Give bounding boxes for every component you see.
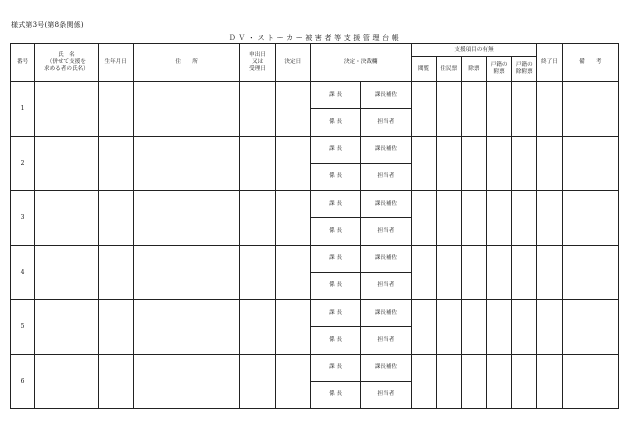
resident-record-cell[interactable] bbox=[436, 136, 461, 191]
remarks-cell[interactable] bbox=[562, 191, 618, 246]
assistant-chief-stamp-cell[interactable]: 課長補佐 bbox=[361, 136, 411, 163]
family-register-removed-attachment-cell[interactable] bbox=[512, 82, 537, 137]
staff-stamp-cell[interactable]: 担当者 bbox=[361, 272, 411, 299]
family-register-attachment-cell[interactable] bbox=[487, 354, 512, 409]
family-register-removed-attachment-cell[interactable] bbox=[512, 354, 537, 409]
end-date-cell[interactable] bbox=[537, 136, 562, 191]
name-cell[interactable] bbox=[35, 136, 98, 191]
decision-date-cell[interactable] bbox=[275, 82, 310, 137]
name-cell[interactable] bbox=[35, 191, 98, 246]
birthdate-cell[interactable] bbox=[98, 136, 133, 191]
viewing-cell[interactable] bbox=[411, 354, 436, 409]
header-support-items: 支援項目の有無 bbox=[411, 44, 537, 57]
section-chief-stamp-cell[interactable]: 課 長 bbox=[310, 354, 360, 381]
application-date-cell[interactable] bbox=[240, 354, 275, 409]
viewing-cell[interactable] bbox=[411, 245, 436, 300]
birthdate-cell[interactable] bbox=[98, 191, 133, 246]
birthdate-cell[interactable] bbox=[98, 354, 133, 409]
subsection-chief-stamp-cell[interactable]: 係 長 bbox=[310, 218, 360, 245]
removal-cell[interactable] bbox=[461, 191, 486, 246]
family-register-attachment-cell[interactable] bbox=[487, 136, 512, 191]
address-cell[interactable] bbox=[133, 82, 240, 137]
assistant-chief-stamp-cell[interactable]: 課長補佐 bbox=[361, 300, 411, 327]
address-cell[interactable] bbox=[133, 136, 240, 191]
family-register-attachment-cell[interactable] bbox=[487, 245, 512, 300]
address-cell[interactable] bbox=[133, 300, 240, 355]
staff-stamp-cell[interactable]: 担当者 bbox=[361, 327, 411, 354]
ledger-row bbox=[11, 300, 619, 327]
staff-stamp-cell[interactable]: 担当者 bbox=[361, 218, 411, 245]
remarks-cell[interactable] bbox=[562, 82, 618, 137]
resident-record-cell[interactable] bbox=[436, 354, 461, 409]
header-address: 住 所 bbox=[133, 44, 240, 82]
address-cell[interactable] bbox=[133, 191, 240, 246]
end-date-cell[interactable] bbox=[537, 245, 562, 300]
ledger-row bbox=[11, 354, 619, 381]
family-register-attachment-cell[interactable] bbox=[487, 300, 512, 355]
removal-cell[interactable] bbox=[461, 136, 486, 191]
name-cell[interactable] bbox=[35, 354, 98, 409]
address-cell[interactable] bbox=[133, 354, 240, 409]
header-removal: 除票 bbox=[461, 57, 486, 82]
assistant-chief-stamp-cell[interactable]: 課長補佐 bbox=[361, 354, 411, 381]
application-date-cell[interactable] bbox=[240, 300, 275, 355]
birthdate-cell[interactable] bbox=[98, 245, 133, 300]
header-end-date: 終了日 bbox=[537, 44, 562, 82]
header-remarks: 備 考 bbox=[562, 44, 618, 82]
header-application-date: 申出日 又は 受理日 bbox=[240, 44, 275, 82]
ledger-row bbox=[11, 82, 619, 109]
application-date-cell[interactable] bbox=[240, 82, 275, 137]
decision-date-cell[interactable] bbox=[275, 191, 310, 246]
family-register-attachment-cell[interactable] bbox=[487, 191, 512, 246]
remarks-cell[interactable] bbox=[562, 245, 618, 300]
end-date-cell[interactable] bbox=[537, 300, 562, 355]
subsection-chief-stamp-cell[interactable]: 係 長 bbox=[310, 327, 360, 354]
subsection-chief-stamp-cell[interactable]: 係 長 bbox=[310, 163, 360, 190]
end-date-cell[interactable] bbox=[537, 354, 562, 409]
resident-record-cell[interactable] bbox=[436, 191, 461, 246]
resident-record-cell[interactable] bbox=[436, 82, 461, 137]
resident-record-cell[interactable] bbox=[436, 300, 461, 355]
header-family-register-removed-attachment: 戸籍の 除附票 bbox=[512, 57, 537, 82]
family-register-removed-attachment-cell[interactable] bbox=[512, 300, 537, 355]
ledger-row bbox=[11, 136, 619, 163]
viewing-cell[interactable] bbox=[411, 82, 436, 137]
name-cell[interactable] bbox=[35, 300, 98, 355]
removal-cell[interactable] bbox=[461, 354, 486, 409]
address-cell[interactable] bbox=[133, 245, 240, 300]
decision-date-cell[interactable] bbox=[275, 136, 310, 191]
row-number: 3 bbox=[11, 191, 35, 246]
assistant-chief-stamp-cell[interactable]: 課長補佐 bbox=[361, 191, 411, 218]
family-register-removed-attachment-cell[interactable] bbox=[512, 191, 537, 246]
application-date-cell[interactable] bbox=[240, 136, 275, 191]
ledger-row bbox=[11, 191, 619, 218]
removal-cell[interactable] bbox=[461, 300, 486, 355]
staff-stamp-cell[interactable]: 担当者 bbox=[361, 163, 411, 190]
viewing-cell[interactable] bbox=[411, 300, 436, 355]
birthdate-cell[interactable] bbox=[98, 300, 133, 355]
application-date-cell[interactable] bbox=[240, 191, 275, 246]
application-date-cell[interactable] bbox=[240, 245, 275, 300]
row-number: 1 bbox=[11, 82, 35, 137]
resident-record-cell[interactable] bbox=[436, 245, 461, 300]
remarks-cell[interactable] bbox=[562, 354, 618, 409]
subsection-chief-stamp-cell[interactable]: 係 長 bbox=[310, 109, 360, 136]
header-viewing: 閲覧 bbox=[411, 57, 436, 82]
end-date-cell[interactable] bbox=[537, 191, 562, 246]
removal-cell[interactable] bbox=[461, 245, 486, 300]
family-register-removed-attachment-cell[interactable] bbox=[512, 136, 537, 191]
section-chief-stamp-cell[interactable]: 課 長 bbox=[310, 300, 360, 327]
header-name: 氏 名 （併せて支援を 求める者の氏名） bbox=[35, 44, 98, 82]
subsection-chief-stamp-cell[interactable]: 係 長 bbox=[310, 272, 360, 299]
decision-date-cell[interactable] bbox=[275, 300, 310, 355]
decision-date-cell[interactable] bbox=[275, 245, 310, 300]
removal-cell[interactable] bbox=[461, 82, 486, 137]
staff-stamp-cell[interactable]: 担当者 bbox=[361, 381, 411, 408]
header-decision-date: 決定日 bbox=[275, 44, 310, 82]
viewing-cell[interactable] bbox=[411, 191, 436, 246]
row-number: 5 bbox=[11, 300, 35, 355]
section-chief-stamp-cell[interactable]: 課 長 bbox=[310, 245, 360, 272]
row-number: 6 bbox=[11, 354, 35, 409]
header-resident-record: 住民票 bbox=[436, 57, 461, 82]
family-register-removed-attachment-cell[interactable] bbox=[512, 245, 537, 300]
name-cell[interactable] bbox=[35, 245, 98, 300]
header-approval: 決定・決裁欄 bbox=[310, 44, 411, 82]
section-chief-stamp-cell[interactable]: 課 長 bbox=[310, 191, 360, 218]
form-number: 様式第3号(第8条関係) bbox=[11, 21, 84, 29]
assistant-chief-stamp-cell[interactable]: 課長補佐 bbox=[361, 82, 411, 109]
remarks-cell[interactable] bbox=[562, 300, 618, 355]
section-chief-stamp-cell[interactable]: 課 長 bbox=[310, 82, 360, 109]
viewing-cell[interactable] bbox=[411, 136, 436, 191]
ledger-row bbox=[11, 245, 619, 272]
subsection-chief-stamp-cell[interactable]: 係 長 bbox=[310, 381, 360, 408]
ledger-title: ＤＶ・ストーカー被害者等支援管理台帳 bbox=[228, 34, 402, 42]
end-date-cell[interactable] bbox=[537, 82, 562, 137]
staff-stamp-cell[interactable]: 担当者 bbox=[361, 109, 411, 136]
birthdate-cell[interactable] bbox=[98, 82, 133, 137]
assistant-chief-stamp-cell[interactable]: 課長補佐 bbox=[361, 245, 411, 272]
row-number: 2 bbox=[11, 136, 35, 191]
family-register-attachment-cell[interactable] bbox=[487, 82, 512, 137]
section-chief-stamp-cell[interactable]: 課 長 bbox=[310, 136, 360, 163]
name-cell[interactable] bbox=[35, 82, 98, 137]
remarks-cell[interactable] bbox=[562, 136, 618, 191]
header-family-register-attachment: 戸籍の 附票 bbox=[487, 57, 512, 82]
header-birthdate: 生年月日 bbox=[98, 44, 133, 82]
header-number: 番号 bbox=[11, 44, 35, 82]
row-number: 4 bbox=[11, 245, 35, 300]
support-ledger-table bbox=[10, 43, 619, 409]
decision-date-cell[interactable] bbox=[275, 354, 310, 409]
